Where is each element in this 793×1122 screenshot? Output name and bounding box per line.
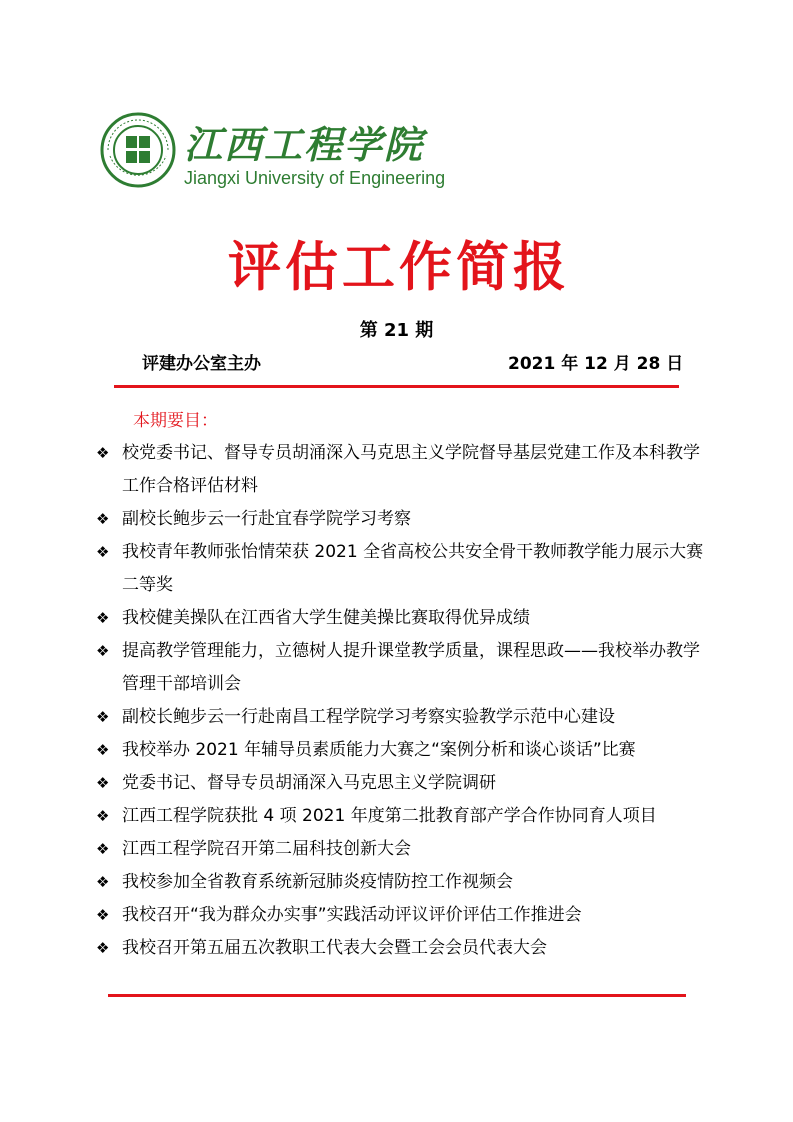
top-divider xyxy=(114,385,679,388)
issue-number: 第 21 期 xyxy=(359,320,434,341)
diamond-bullet-icon: ❖ xyxy=(96,840,110,858)
university-logo xyxy=(100,108,446,200)
diamond-bullet-icon: ❖ xyxy=(96,939,110,957)
organizer: 评建办公室主办 xyxy=(142,354,261,374)
toc-item-text: 提高教学管理能力，立德树人提升课堂教学质量，课程思政——我校举办教学管理干部培训会 xyxy=(122,641,700,694)
toc-item xyxy=(96,701,716,734)
diamond-bullet-icon: ❖ xyxy=(96,510,110,528)
toc-item-text: 我校青年教师张怡情荣获 2021 全省高校公共安全骨干教师教学能力展示大赛二等奖 xyxy=(122,542,704,595)
toc-item-text: 江西工程学院获批 4 项 2021 年度第二批教育部产学合作协同育人项目 xyxy=(122,806,657,826)
logo-chinese-name: 江西工程学院 xyxy=(184,122,425,167)
issue-date: 2021 年 12 月 28 日 xyxy=(508,354,684,374)
briefing-title-text: 评估工作简报 xyxy=(228,237,570,298)
diamond-bullet-icon: ❖ xyxy=(96,642,110,660)
university-seal-icon xyxy=(100,112,176,188)
toc-item-text: 我校参加全省教育系统新冠肺炎疫情防控工作视频会 xyxy=(122,872,513,892)
diamond-bullet-icon: ❖ xyxy=(96,906,110,924)
toc-item xyxy=(96,635,716,701)
toc-heading: 本期要目： xyxy=(133,411,218,431)
logo-english-name: Jiangxi University of Engineering xyxy=(184,168,446,188)
toc-item-text: 我校健美操队在江西省大学生健美操比赛取得优异成绩 xyxy=(122,608,530,628)
toc-item-text: 校党委书记、督导专员胡涌深入马克思主义学院督导基层党建工作及本科教学工作合格评估材料 xyxy=(122,443,700,496)
diamond-bullet-icon: ❖ xyxy=(96,708,110,726)
toc-item-text: 我校举办 2021 年辅导员素质能力大赛之“案例分析和谈心谈话”比赛 xyxy=(122,740,636,760)
toc-item xyxy=(96,503,716,536)
diamond-bullet-icon: ❖ xyxy=(96,543,110,561)
diamond-bullet-icon: ❖ xyxy=(96,444,110,462)
diamond-bullet-icon: ❖ xyxy=(96,774,110,792)
toc-item xyxy=(96,899,716,932)
toc-item-text: 我校召开第五届五次教职工代表大会暨工会会员代表大会 xyxy=(122,938,547,958)
toc-item-text: 副校长鲍步云一行赴南昌工程学院学习考察实验教学示范中心建设 xyxy=(122,707,615,727)
toc-item xyxy=(96,536,716,602)
toc-item xyxy=(96,932,716,965)
toc-item-text: 江西工程学院召开第二届科技创新大会 xyxy=(122,839,411,859)
diamond-bullet-icon: ❖ xyxy=(96,609,110,627)
toc-item xyxy=(96,800,716,833)
bottom-divider xyxy=(108,994,686,997)
briefing-title xyxy=(0,225,793,301)
toc-item-text: 党委书记、督导专员胡涌深入马克思主义学院调研 xyxy=(122,773,496,793)
toc-item xyxy=(96,602,716,635)
diamond-bullet-icon: ❖ xyxy=(96,807,110,825)
toc-item xyxy=(96,734,716,767)
toc-item xyxy=(96,866,716,899)
toc-item-text: 我校召开“我为群众办实事”实践活动评议评价评估工作推进会 xyxy=(122,905,582,925)
toc-item xyxy=(96,833,716,866)
diamond-bullet-icon: ❖ xyxy=(96,873,110,891)
diamond-bullet-icon: ❖ xyxy=(96,741,110,759)
toc-item xyxy=(96,767,716,800)
toc-item-text: 副校长鲍步云一行赴宜春学院学习考察 xyxy=(122,509,411,529)
toc-list xyxy=(96,437,716,965)
toc-item xyxy=(96,437,716,503)
